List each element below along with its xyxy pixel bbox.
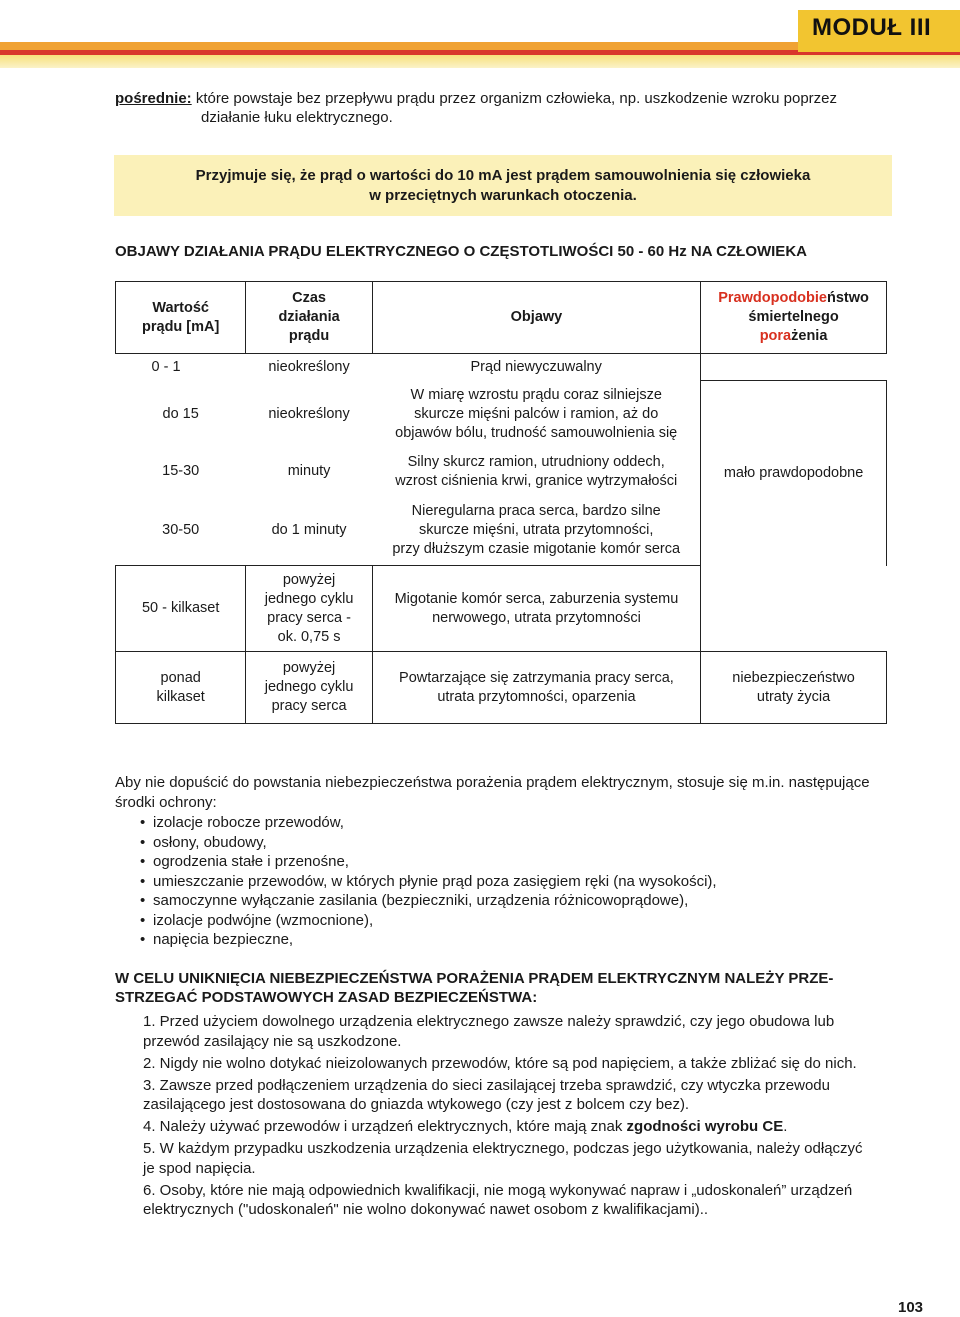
cell-time: do 1 minuty bbox=[271, 521, 347, 538]
cell-probability-low: mało prawdopodobne bbox=[701, 381, 887, 566]
cell-value: ponad kilkaset bbox=[116, 652, 246, 724]
table-title: OBJAWY DZIAŁANIA PRĄDU ELEKTRYCZNEGO O CZĘSTOTLIWOŚCI 50 - 60 Hz NA CZŁOWIEKA bbox=[115, 243, 807, 260]
cell-time: powyżej jednego cyklu pracy serca bbox=[246, 652, 372, 724]
table-row bbox=[116, 652, 887, 724]
cell-time: minuty bbox=[287, 463, 331, 479]
rule-item: 4. Należy używać przewodów i urządzeń elektrycznych, które mają znak zgodności wyrobu CE. bbox=[143, 1118, 788, 1135]
safety-rules-list bbox=[143, 1012, 891, 1222]
rules-heading: W CELU UNIKNIĘCIA NIEBEZPIECZEŃSTWA PORAŻENIA PRĄDEM ELEKTRYCZNYM NALEŻY PRZE- STRZEGAĆ PODSTAWOWYCH ZASAD BEZPIECZEŃSTWA: bbox=[115, 970, 834, 1006]
cell-symptoms: Silny skurcz ramion, utrudniony oddech, wzrost ciśnienia krwi, granice wytrzymałości bbox=[372, 448, 700, 496]
page-number: 103 bbox=[898, 1299, 924, 1316]
indirect-text-1: które powstaje bez przepływu prądu przez organizm człowieka, np. uszkodzenie wzroku poprzez bbox=[191, 90, 838, 107]
header-duration: Czas działania prądu bbox=[246, 282, 372, 354]
protection-intro: Aby nie dopuścić do powstania niebezpieczeństwa porażenia prądem elektrycznym, stosuje się m.in. następujące środki ochrony: bbox=[115, 774, 870, 811]
rule-item: 1. Przed użyciem dowolnego urządzenia elektrycznego zawsze należy sprawdzić, czy jego obudowa lub przewód zasilający nie są uszkodzone. bbox=[143, 1013, 835, 1050]
cell-value: do 15 bbox=[162, 405, 199, 422]
cell-value: 50 - kilkaset bbox=[116, 566, 246, 652]
cell-symptoms: W miarę wzrostu prądu coraz silniejsze skurcze mięśni palców i ramion, aż do objawów bólu, trudność samouwolnienia się bbox=[372, 381, 700, 448]
indirect-label: pośrednie: bbox=[115, 90, 192, 107]
cell-value: 30-50 bbox=[162, 521, 200, 538]
rule-item: 2. Nigdy nie wolno dotykać nieizolowanych przewodów, które są pod napięciem, a także zbliżać się do nich. bbox=[143, 1054, 857, 1072]
list-item: • osłony, obudowy, bbox=[140, 833, 717, 853]
list-item: • umieszczanie przewodów, w których płynie prąd poza zasięgiem ręki (na wysokości), bbox=[140, 872, 717, 892]
header-current-value: Wartość prądu [mA] bbox=[116, 282, 246, 354]
table-header-row bbox=[116, 282, 887, 354]
table-row bbox=[116, 566, 887, 652]
rule-item: 3. Zawsze przed podłączeniem urządzenia do sieci zasilającej trzeba sprawdzić, czy wtyczka przewodu zasilającego jest dostosowana do gniazda wtykowego (czy jest z bolcem czy bez). bbox=[143, 1076, 830, 1113]
header-symptoms: Objawy bbox=[372, 282, 700, 354]
cell-time: nieokreślony bbox=[268, 358, 350, 375]
list-item: • izolacje robocze przewodów, bbox=[140, 813, 717, 833]
module-label: MODUŁ III bbox=[812, 14, 932, 41]
highlight-note bbox=[114, 155, 892, 216]
note-line-1: Przyjmuje się, że prąd o wartości do 10 mA jest prądem samouwolnienia się człowieka bbox=[195, 167, 811, 184]
table-row bbox=[116, 354, 887, 381]
symptoms-table bbox=[115, 281, 887, 724]
rule-item: 6. Osoby, które nie mają odpowiednich kwalifikacji, nie mogą wykonywać napraw i „udoskonaleń” urządzeń elektrycznych ("udoskonaleń" nie wolno dokonywać nawet osobom z kwalifikacjami).. bbox=[143, 1181, 853, 1218]
list-item: • ogrodzenia stałe i przenośne, bbox=[140, 852, 717, 872]
cell-value: 0 - 1 bbox=[151, 358, 181, 375]
cell-symptoms: Migotanie komór serca, zaburzenia systemu nerwowego, utrata przytomności bbox=[372, 566, 700, 652]
list-item: • napięcia bezpieczne, bbox=[140, 930, 717, 950]
list-item: • izolacje podwójne (wzmocnione), bbox=[140, 911, 717, 931]
list-item: • samoczynne wyłączanie zasilania (bezpieczniki, urządzenia różnicowoprądowe), bbox=[140, 891, 717, 911]
indirect-definition bbox=[115, 89, 905, 127]
cell-probability-high: niebezpieczeństwo utraty życia bbox=[701, 652, 887, 724]
indirect-text-2: działanie łuku elektrycznego. bbox=[201, 109, 393, 126]
header-stripe-yellow bbox=[0, 55, 960, 68]
cell-time: nieokreślony bbox=[268, 405, 350, 422]
rule-item: 5. W każdym przypadku uszkodzenia urządzenia elektrycznego, podczas jego użytkowania, należy odłączyć je spod napięcia. bbox=[143, 1140, 863, 1177]
header-probability: Prawdopodobieństwo śmiertelnego porażenia bbox=[701, 282, 887, 354]
cell-symptoms: Nieregularna praca serca, bardzo silne skurcze mięśni, utrata przytomności, przy dłuższym czasie migotanie komór serca bbox=[372, 496, 700, 566]
cell-value: 15-30 bbox=[162, 463, 200, 479]
table-row bbox=[116, 381, 887, 448]
note-line-2: w przeciętnych warunkach otoczenia. bbox=[369, 186, 637, 204]
cell-time: powyżej jednego cyklu pracy serca - ok. 0,75 s bbox=[246, 566, 372, 652]
cell-symptoms: Prąd niewyczuwalny bbox=[372, 354, 700, 381]
cell-symptoms: Powtarzające się zatrzymania pracy serca, utrata przytomności, oparzenia bbox=[372, 652, 700, 724]
page-header bbox=[0, 0, 960, 70]
protection-list bbox=[140, 813, 717, 950]
